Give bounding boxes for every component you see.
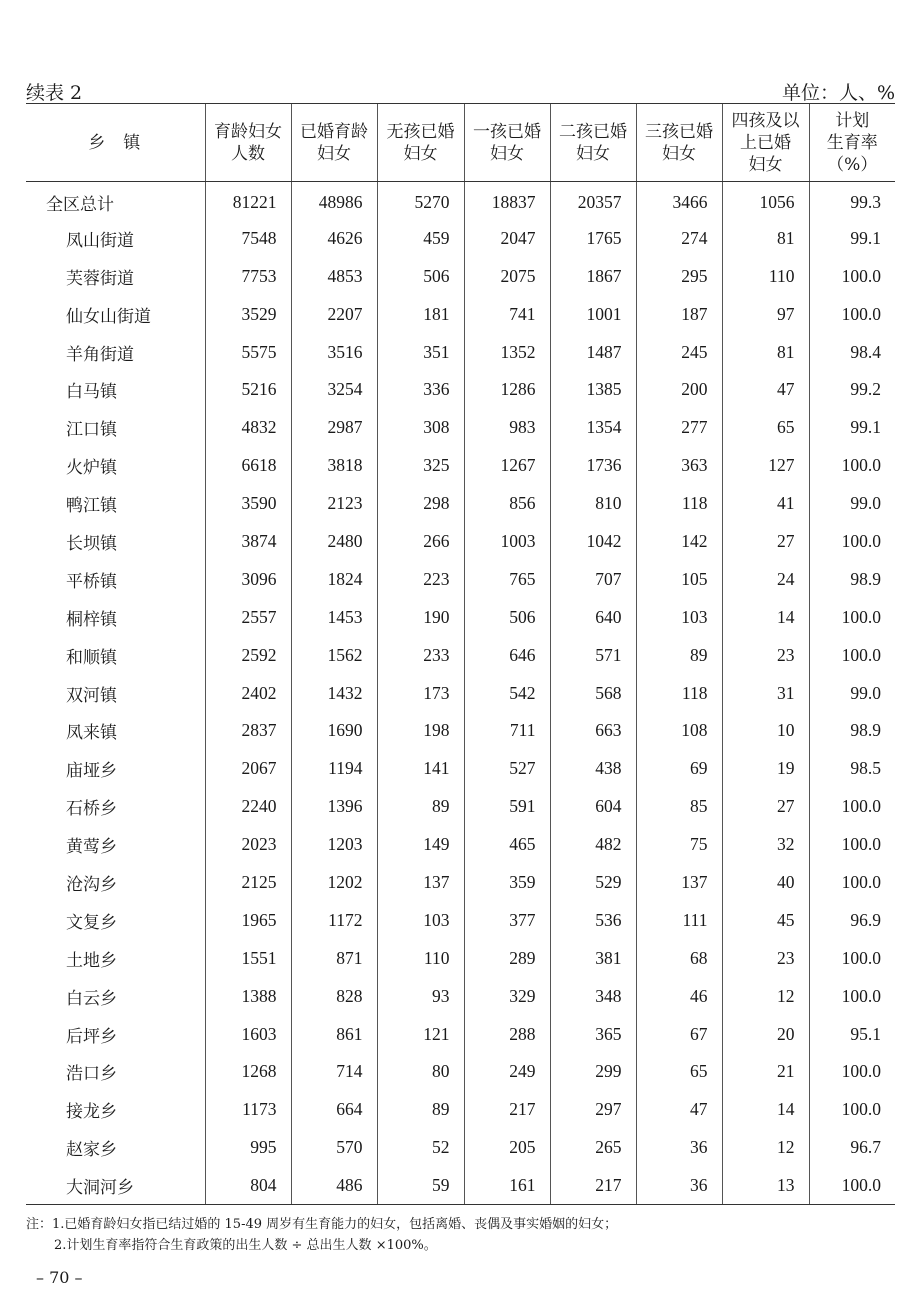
value-cell: 47 (722, 371, 809, 409)
value-cell: 40 (722, 864, 809, 902)
value-cell: 542 (464, 674, 550, 712)
township-name-cell: 白马镇 (66, 382, 117, 403)
value-cell: 23 (722, 939, 809, 977)
table-row (26, 333, 895, 371)
township-name-cell: 黄莺乡 (66, 837, 117, 858)
header-col-7: 四孩及以 上已婚 妇女 (722, 104, 809, 182)
value-cell: 707 (550, 560, 636, 598)
township-name-cell: 文复乡 (66, 912, 117, 933)
value-cell: 187 (636, 295, 722, 333)
value-cell: 41 (722, 485, 809, 523)
value-cell: 351 (377, 333, 464, 371)
value-cell: 141 (377, 750, 464, 788)
value-cell: 711 (464, 712, 550, 750)
value-cell: 100.0 (809, 826, 895, 864)
township-name-cell: 接龙乡 (66, 1102, 117, 1123)
value-cell: 741 (464, 295, 550, 333)
value-cell: 21 (722, 1053, 809, 1091)
value-cell: 103 (636, 598, 722, 636)
township-name-cell: 江口镇 (66, 420, 117, 441)
value-cell: 1172 (291, 901, 377, 939)
table-row (26, 523, 895, 561)
township-name-cell: 桐梓镇 (66, 609, 117, 630)
value-cell: 640 (550, 598, 636, 636)
value-cell: 68 (636, 939, 722, 977)
value-cell: 529 (550, 864, 636, 902)
table-row (26, 674, 895, 712)
value-cell: 1736 (550, 447, 636, 485)
value-cell: 1562 (291, 636, 377, 674)
value-cell: 81 (722, 219, 809, 257)
value-cell: 1352 (464, 333, 550, 371)
value-cell: 1267 (464, 447, 550, 485)
value-cell: 95.1 (809, 1015, 895, 1053)
value-cell: 3096 (205, 560, 291, 598)
value-cell: 377 (464, 901, 550, 939)
table-row (26, 750, 895, 788)
value-cell: 100.0 (809, 977, 895, 1015)
township-name-cell: 庙垭乡 (66, 761, 117, 782)
value-cell: 118 (636, 485, 722, 523)
table-row (26, 1091, 895, 1129)
value-cell: 3818 (291, 447, 377, 485)
value-cell: 18837 (464, 182, 550, 220)
value-cell: 274 (636, 219, 722, 257)
value-cell: 365 (550, 1015, 636, 1053)
value-cell: 69 (636, 750, 722, 788)
value-cell: 995 (205, 1129, 291, 1167)
value-cell: 20357 (550, 182, 636, 220)
value-cell: 93 (377, 977, 464, 1015)
value-cell: 2557 (205, 598, 291, 636)
table-body (26, 182, 895, 1205)
value-cell: 85 (636, 788, 722, 826)
value-cell: 100.0 (809, 598, 895, 636)
value-cell: 99.1 (809, 409, 895, 447)
value-cell: 295 (636, 257, 722, 295)
header-col-2: 已婚育龄 妇女 (291, 104, 377, 182)
value-cell: 198 (377, 712, 464, 750)
value-cell: 2125 (205, 864, 291, 902)
value-cell: 438 (550, 750, 636, 788)
value-cell: 6618 (205, 447, 291, 485)
township-name-cell: 沧沟乡 (66, 874, 117, 895)
value-cell: 308 (377, 409, 464, 447)
value-cell: 3529 (205, 295, 291, 333)
value-cell: 5216 (205, 371, 291, 409)
value-cell: 14 (722, 598, 809, 636)
value-cell: 5270 (377, 182, 464, 220)
header-col-4: 一孩已婚 妇女 (464, 104, 550, 182)
value-cell: 299 (550, 1053, 636, 1091)
value-cell: 249 (464, 1053, 550, 1091)
value-cell: 2207 (291, 295, 377, 333)
value-cell: 48986 (291, 182, 377, 220)
value-cell: 99.0 (809, 485, 895, 523)
value-cell: 89 (377, 788, 464, 826)
value-cell: 266 (377, 523, 464, 561)
table-row (26, 409, 895, 447)
value-cell: 99.3 (809, 182, 895, 220)
value-cell: 983 (464, 409, 550, 447)
value-cell: 871 (291, 939, 377, 977)
value-cell: 2987 (291, 409, 377, 447)
township-name-cell: 凤山街道 (66, 230, 134, 251)
table-row (26, 219, 895, 257)
value-cell: 47 (636, 1091, 722, 1129)
value-cell: 1042 (550, 523, 636, 561)
township-name-cell: 火炉镇 (66, 458, 117, 479)
value-cell: 459 (377, 219, 464, 257)
value-cell: 7548 (205, 219, 291, 257)
value-cell: 149 (377, 826, 464, 864)
township-name-cell: 浩口乡 (66, 1064, 117, 1085)
table-row (26, 485, 895, 523)
value-cell: 12 (722, 1129, 809, 1167)
value-cell: 217 (550, 1167, 636, 1205)
header-row (26, 104, 895, 182)
value-cell: 137 (377, 864, 464, 902)
value-cell: 245 (636, 333, 722, 371)
township-name-cell: 后坪乡 (66, 1026, 117, 1047)
value-cell: 663 (550, 712, 636, 750)
value-cell: 45 (722, 901, 809, 939)
value-cell: 288 (464, 1015, 550, 1053)
footnote-1: 注：1.已婚育龄妇女指已结过婚的 15-49 周岁有生育能力的妇女，包括离婚、丧偶及事实婚姻的妇女； (26, 1217, 618, 1232)
value-cell: 289 (464, 939, 550, 977)
township-name-cell: 赵家乡 (66, 1140, 117, 1161)
value-cell: 1354 (550, 409, 636, 447)
value-cell: 486 (291, 1167, 377, 1205)
value-cell: 482 (550, 826, 636, 864)
value-cell: 336 (377, 371, 464, 409)
value-cell: 1173 (205, 1091, 291, 1129)
footnote-2: 2.计划生育率指符合生育政策的出生人数 ÷ 总出生人数 ×100%。 (54, 1238, 437, 1253)
value-cell: 1487 (550, 333, 636, 371)
header-col-6: 三孩已婚 妇女 (636, 104, 722, 182)
value-cell: 81221 (205, 182, 291, 220)
value-cell: 67 (636, 1015, 722, 1053)
value-cell: 1268 (205, 1053, 291, 1091)
value-cell: 265 (550, 1129, 636, 1167)
value-cell: 536 (550, 901, 636, 939)
value-cell: 32 (722, 826, 809, 864)
value-cell: 223 (377, 560, 464, 598)
value-cell: 1824 (291, 560, 377, 598)
township-name-cell: 双河镇 (66, 685, 117, 706)
value-cell: 14 (722, 1091, 809, 1129)
township-name-cell: 羊角街道 (66, 344, 134, 365)
unit-label: 单位：人、% (781, 82, 895, 104)
table-row (26, 447, 895, 485)
township-name-cell: 芙蓉街道 (66, 268, 134, 289)
value-cell: 24 (722, 560, 809, 598)
table-row (26, 371, 895, 409)
township-name-cell: 凤来镇 (66, 723, 117, 744)
value-cell: 108 (636, 712, 722, 750)
township-name-cell: 白云乡 (66, 988, 117, 1009)
value-cell: 100.0 (809, 1091, 895, 1129)
value-cell: 100.0 (809, 939, 895, 977)
township-name-cell: 鸭江镇 (66, 496, 117, 517)
value-cell: 1203 (291, 826, 377, 864)
value-cell: 506 (464, 598, 550, 636)
value-cell: 80 (377, 1053, 464, 1091)
value-cell: 200 (636, 371, 722, 409)
value-cell: 568 (550, 674, 636, 712)
value-cell: 111 (636, 901, 722, 939)
value-cell: 20 (722, 1015, 809, 1053)
township-name-cell: 石桥乡 (66, 799, 117, 820)
value-cell: 142 (636, 523, 722, 561)
value-cell: 110 (377, 939, 464, 977)
value-cell: 348 (550, 977, 636, 1015)
value-cell: 110 (722, 257, 809, 295)
value-cell: 604 (550, 788, 636, 826)
table-row (26, 826, 895, 864)
value-cell: 27 (722, 523, 809, 561)
value-cell: 329 (464, 977, 550, 1015)
value-cell: 1385 (550, 371, 636, 409)
value-cell: 2047 (464, 219, 550, 257)
statistics-table (26, 103, 895, 1205)
value-cell: 100.0 (809, 295, 895, 333)
value-cell: 23 (722, 636, 809, 674)
value-cell: 381 (550, 939, 636, 977)
value-cell: 1453 (291, 598, 377, 636)
value-cell: 3516 (291, 333, 377, 371)
value-cell: 7753 (205, 257, 291, 295)
value-cell: 173 (377, 674, 464, 712)
value-cell: 98.9 (809, 712, 895, 750)
value-cell: 205 (464, 1129, 550, 1167)
value-cell: 325 (377, 447, 464, 485)
value-cell: 31 (722, 674, 809, 712)
table-row (26, 1053, 895, 1091)
table-row (26, 712, 895, 750)
value-cell: 363 (636, 447, 722, 485)
value-cell: 98.4 (809, 333, 895, 371)
value-cell: 277 (636, 409, 722, 447)
value-cell: 1765 (550, 219, 636, 257)
table-row (26, 636, 895, 674)
value-cell: 1603 (205, 1015, 291, 1053)
value-cell: 5575 (205, 333, 291, 371)
value-cell: 4832 (205, 409, 291, 447)
value-cell: 127 (722, 447, 809, 485)
value-cell: 118 (636, 674, 722, 712)
page-number: – 70 – (36, 1268, 83, 1287)
value-cell: 12 (722, 977, 809, 1015)
value-cell: 856 (464, 485, 550, 523)
value-cell: 297 (550, 1091, 636, 1129)
value-cell: 10 (722, 712, 809, 750)
value-cell: 100.0 (809, 1167, 895, 1205)
value-cell: 810 (550, 485, 636, 523)
value-cell: 2592 (205, 636, 291, 674)
table-row (26, 257, 895, 295)
value-cell: 1551 (205, 939, 291, 977)
value-cell: 4626 (291, 219, 377, 257)
value-cell: 59 (377, 1167, 464, 1205)
value-cell: 36 (636, 1167, 722, 1205)
value-cell: 2075 (464, 257, 550, 295)
value-cell: 36 (636, 1129, 722, 1167)
value-cell: 105 (636, 560, 722, 598)
table-row (26, 939, 895, 977)
value-cell: 465 (464, 826, 550, 864)
value-cell: 1388 (205, 977, 291, 1015)
value-cell: 81 (722, 333, 809, 371)
value-cell: 89 (377, 1091, 464, 1129)
header-col-5: 二孩已婚 妇女 (550, 104, 636, 182)
value-cell: 664 (291, 1091, 377, 1129)
value-cell: 96.7 (809, 1129, 895, 1167)
value-cell: 714 (291, 1053, 377, 1091)
value-cell: 65 (636, 1053, 722, 1091)
table-row (26, 1129, 895, 1167)
township-name-cell: 全区总计 (46, 194, 114, 215)
value-cell: 1056 (722, 182, 809, 220)
value-cell: 27 (722, 788, 809, 826)
value-cell: 571 (550, 636, 636, 674)
value-cell: 1194 (291, 750, 377, 788)
table-row (26, 901, 895, 939)
value-cell: 181 (377, 295, 464, 333)
value-cell: 1396 (291, 788, 377, 826)
township-name-cell: 仙女山街道 (66, 306, 151, 327)
value-cell: 98.9 (809, 560, 895, 598)
table-row (26, 1167, 895, 1205)
header-col-1: 育龄妇女 人数 (205, 104, 291, 182)
table-row (26, 560, 895, 598)
value-cell: 100.0 (809, 864, 895, 902)
value-cell: 19 (722, 750, 809, 788)
township-name-cell: 平桥镇 (66, 571, 117, 592)
township-name-cell: 土地乡 (66, 950, 117, 971)
table-row (26, 864, 895, 902)
value-cell: 99.1 (809, 219, 895, 257)
table-row (26, 977, 895, 1015)
value-cell: 1690 (291, 712, 377, 750)
value-cell: 2240 (205, 788, 291, 826)
value-cell: 527 (464, 750, 550, 788)
value-cell: 1003 (464, 523, 550, 561)
value-cell: 100.0 (809, 523, 895, 561)
value-cell: 3874 (205, 523, 291, 561)
value-cell: 506 (377, 257, 464, 295)
value-cell: 2067 (205, 750, 291, 788)
value-cell: 1432 (291, 674, 377, 712)
township-name-cell: 长坝镇 (66, 533, 117, 554)
value-cell: 591 (464, 788, 550, 826)
value-cell: 75 (636, 826, 722, 864)
value-cell: 2402 (205, 674, 291, 712)
value-cell: 861 (291, 1015, 377, 1053)
value-cell: 100.0 (809, 1053, 895, 1091)
header-col-8: 计划 生育率 （%） (809, 104, 895, 182)
table-continuation-label: 续表 2 (26, 82, 83, 104)
value-cell: 100.0 (809, 636, 895, 674)
value-cell: 646 (464, 636, 550, 674)
value-cell: 52 (377, 1129, 464, 1167)
township-name-cell: 和顺镇 (66, 647, 117, 668)
value-cell: 570 (291, 1129, 377, 1167)
value-cell: 359 (464, 864, 550, 902)
value-cell: 100.0 (809, 447, 895, 485)
table-row (26, 1015, 895, 1053)
value-cell: 2023 (205, 826, 291, 864)
township-name-cell: 大洞河乡 (26, 1167, 205, 1205)
header-col-3: 无孩已婚 妇女 (377, 104, 464, 182)
value-cell: 96.9 (809, 901, 895, 939)
footnotes (26, 1214, 617, 1256)
header-township: 乡镇 (26, 104, 205, 182)
value-cell: 99.2 (809, 371, 895, 409)
value-cell: 217 (464, 1091, 550, 1129)
value-cell: 233 (377, 636, 464, 674)
value-cell: 3590 (205, 485, 291, 523)
table-row (26, 295, 895, 333)
value-cell: 190 (377, 598, 464, 636)
value-cell: 1202 (291, 864, 377, 902)
value-cell: 103 (377, 901, 464, 939)
value-cell: 89 (636, 636, 722, 674)
value-cell: 4853 (291, 257, 377, 295)
value-cell: 1001 (550, 295, 636, 333)
value-cell: 97 (722, 295, 809, 333)
value-cell: 2837 (205, 712, 291, 750)
value-cell: 1286 (464, 371, 550, 409)
value-cell: 2480 (291, 523, 377, 561)
value-cell: 2123 (291, 485, 377, 523)
value-cell: 161 (464, 1167, 550, 1205)
value-cell: 100.0 (809, 257, 895, 295)
value-cell: 46 (636, 977, 722, 1015)
value-cell: 99.0 (809, 674, 895, 712)
table-row (26, 788, 895, 826)
value-cell: 3466 (636, 182, 722, 220)
value-cell: 65 (722, 409, 809, 447)
value-cell: 3254 (291, 371, 377, 409)
value-cell: 1867 (550, 257, 636, 295)
value-cell: 98.5 (809, 750, 895, 788)
value-cell: 804 (205, 1167, 291, 1205)
value-cell: 137 (636, 864, 722, 902)
table-header (26, 104, 895, 182)
value-cell: 828 (291, 977, 377, 1015)
value-cell: 1965 (205, 901, 291, 939)
value-cell: 121 (377, 1015, 464, 1053)
value-cell: 298 (377, 485, 464, 523)
total-row (26, 182, 895, 220)
value-cell: 100.0 (809, 788, 895, 826)
table-row (26, 598, 895, 636)
value-cell: 765 (464, 560, 550, 598)
value-cell: 13 (722, 1167, 809, 1205)
